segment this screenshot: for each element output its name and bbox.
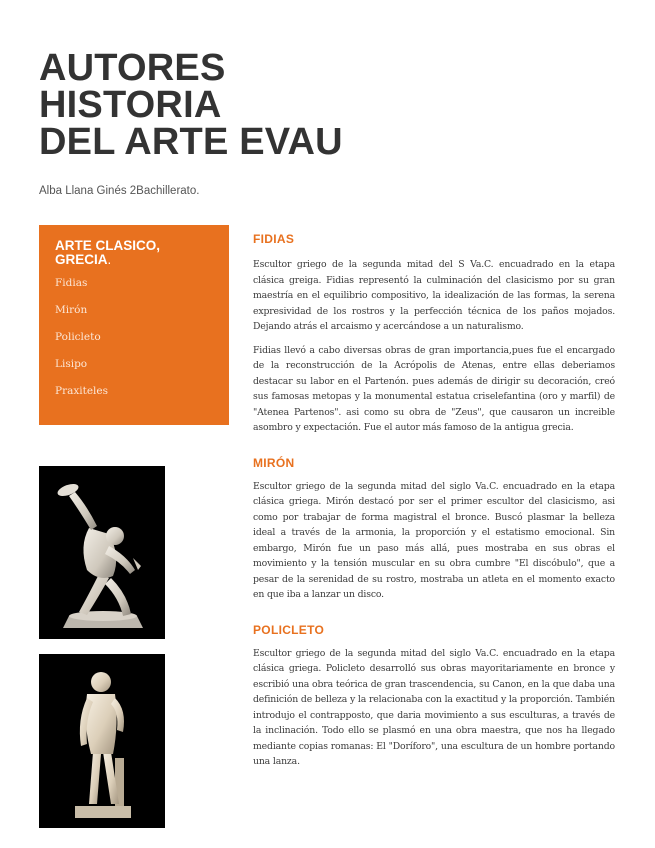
nav-item-policleto[interactable]: Policleto [55, 331, 101, 343]
title-line-1: AUTORES [39, 47, 226, 89]
doriforo-statue-icon [39, 654, 165, 828]
section-policleto [253, 623, 615, 770]
author-subtitle: Alba Llana Ginés 2Bachillerato. [39, 185, 200, 197]
nav-heading-dot: . [107, 252, 112, 267]
discobolo-image [39, 466, 165, 639]
miron-paragraph-1: Escultor griego de la segunda mitad del siglo Va.C. encuadrado en la etapa clásica griega. Mirón destacó por ser el primer escultor del clasicismo, asi como por trabajar de forma magistral el bronce. Buscó plasmar la belleza ideal a través de la armonia, la proporción y el estatismo emocional. Sin embargo, Mirón fue un paso más allá, pues mostraba en sus obras el movimiento y la tensión muscular en su obra cumbre "El discóbulo", que a pesar de la serenidad de su rostro, mostraba un atleta en el momento exacto en que iba a lanzar un disco. [253, 480, 615, 600]
nav-heading [55, 239, 213, 267]
section-fidias [253, 232, 615, 436]
section-heading-policleto: POLICLETO [253, 622, 325, 637]
nav-item-lisipo[interactable]: Lisipo [55, 358, 88, 370]
fidias-paragraph-2: Fidias llevó a cabo diversas obras de gran importancia,pues fue el encargado de la reconstrucción de la Acrópolis de Atenas, entre ellas deberiamos destacar su labor en el Partenón. pues además de dirigir su decoración, creó sus famosas metopas y la monumental estatua criselefantina (oro y marfil) de "Atenea Partenos". asi como su obra de "Zeus", que causaron un increible asombro y expectación. Fue el autor más famoso de la antigua grecia. [253, 344, 615, 433]
page-title [39, 47, 479, 163]
fidias-paragraph-1: Escultor griego de la segunda mitad del S Va.C. encuadrado en la etapa clásica greiga. Fidias representó la culminación del clasicismo por su gran maestría en el equilibrio compositivo, la idealización de las formas, la serena expresividad de los rostros y la perfección técnica de los paños mojados. Dejando atrás el arcaismo y acercándose a un naturalismo. [253, 259, 615, 332]
nav-list [55, 276, 213, 411]
nav-heading-text: ARTE CLASICO, GRECIA [55, 238, 161, 267]
section-heading-fidias: FIDIAS [253, 232, 295, 246]
title-line-2: HISTORIA [39, 84, 222, 126]
discobolo-statue-icon [39, 466, 165, 639]
section-heading-miron: MIRÓN [253, 455, 295, 470]
section-nav [39, 225, 229, 425]
nav-item-praxiteles[interactable]: Praxiteles [55, 385, 109, 397]
doriforo-image [39, 654, 165, 828]
nav-item-miron[interactable]: Mirón [55, 304, 88, 316]
policleto-paragraph-1: Escultor griego de la segunda mitad del siglo Va.C. encuadrado en la etapa clásica griega. Policleto desarrolló sus obras mayoritariamente en bronce y escribió una obra teórica de gran trascendencia, su Canon, en la que daba una definición de belleza y la relacionaba con la exactitud y la proporción. También introdujo el contrapposto, que daria movimiento a sus esculturas, a través de la inclinación. Todo ello se plasmó en una obra maestra, que nos ha llegado mediante copias romanas: El "Doríforo", una escultura de un hombre portando una lanza. [253, 647, 615, 767]
title-line-3: DEL ARTE EVAU [39, 121, 343, 163]
main-content [253, 232, 615, 770]
nav-item-fidias[interactable]: Fidias [55, 277, 88, 289]
section-miron [253, 456, 615, 603]
